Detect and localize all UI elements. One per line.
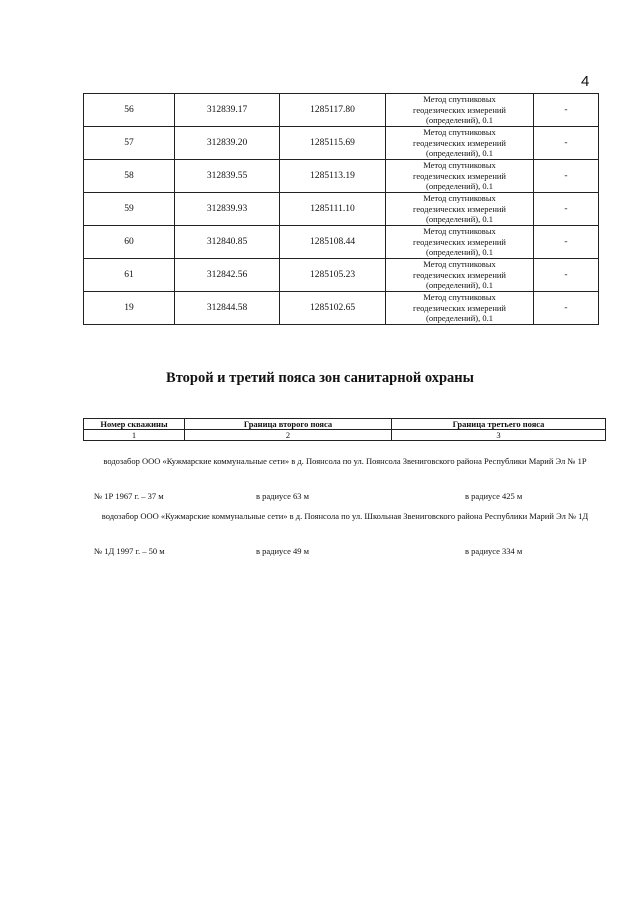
method-line: Метод спутниковых (423, 259, 496, 270)
note-cell: - (534, 94, 599, 127)
second-zone-radius: в радиусе 63 м (256, 491, 310, 501)
column-number-2: 2 (185, 430, 392, 441)
method-cell (386, 94, 534, 127)
method-line: геодезических измерений (413, 137, 506, 148)
point-number-cell: 57 (84, 127, 175, 160)
method-line: геодезических измерений (413, 269, 506, 280)
method-line: Метод спутниковых (423, 226, 496, 237)
coordinates-table (83, 93, 599, 325)
header-third-zone: Граница третьего пояса (392, 419, 606, 430)
x-coordinate-cell: 312839.93 (175, 193, 280, 226)
method-cell (386, 193, 534, 226)
method-cell (386, 292, 534, 325)
point-number-cell: 56 (84, 94, 175, 127)
y-coordinate-cell: 1285108.44 (280, 226, 386, 259)
column-number-1: 1 (84, 430, 185, 441)
method-line: геодезических измерений (413, 236, 506, 247)
method-line: (определений), 0.1 (425, 181, 493, 192)
x-coordinate-cell: 312842.56 (175, 259, 280, 292)
y-coordinate-cell: 1285113.19 (280, 160, 386, 193)
method-line: (определений), 0.1 (425, 148, 493, 159)
zones-table-number-row (84, 430, 606, 441)
well-info: № 1Р 1967 г. – 37 м (94, 491, 164, 501)
y-coordinate-cell: 1285117.80 (280, 94, 386, 127)
well-info: № 1Д 1997 г. – 50 м (94, 546, 165, 556)
y-coordinate-cell: 1285102.65 (280, 292, 386, 325)
note-cell: - (534, 259, 599, 292)
method-line: (определений), 0.1 (425, 247, 493, 258)
x-coordinate-cell: 312840.85 (175, 226, 280, 259)
note-cell: - (534, 193, 599, 226)
intake-description-1: водозабор ООО «Кужмарские коммунальные сети» в д. Поянсола по ул. Поянсола Звениговского района Республики Марий Эл № 1Р (103, 456, 587, 466)
method-cell (386, 160, 534, 193)
method-cell (386, 127, 534, 160)
coordinates-row (84, 94, 599, 127)
coordinates-table-body (84, 94, 599, 325)
method-line: (определений), 0.1 (425, 313, 493, 324)
y-coordinate-cell: 1285105.23 (280, 259, 386, 292)
section-title: Второй и третий пояса зон санитарной охраны (166, 370, 474, 386)
second-zone-radius: в радиусе 49 м (256, 546, 310, 556)
y-coordinate-cell: 1285111.10 (280, 193, 386, 226)
page-number: 4 (581, 73, 590, 90)
note-cell: - (534, 160, 599, 193)
method-line: геодезических измерений (413, 203, 506, 214)
x-coordinate-cell: 312839.20 (175, 127, 280, 160)
intake-description-2: водозабор ООО «Кужмарские коммунальные сети» в д. Поянсола по ул. Школьная Звениговского района Республики Марий Эл № 1Д (101, 511, 589, 521)
method-line: Метод спутниковых (423, 160, 496, 171)
method-line: геодезических измерений (413, 104, 506, 115)
x-coordinate-cell: 312839.55 (175, 160, 280, 193)
coordinates-row (84, 127, 599, 160)
column-number-3: 3 (392, 430, 606, 441)
x-coordinate-cell: 312839.17 (175, 94, 280, 127)
y-coordinate-cell: 1285115.69 (280, 127, 386, 160)
method-line: Метод спутниковых (423, 292, 496, 303)
method-cell (386, 259, 534, 292)
coordinates-row (84, 193, 599, 226)
third-zone-radius: в радиусе 334 м (465, 546, 523, 556)
method-line: Метод спутниковых (423, 127, 496, 138)
point-number-cell: 19 (84, 292, 175, 325)
method-line: (определений), 0.1 (425, 115, 493, 126)
method-line: Метод спутниковых (423, 193, 496, 204)
coordinates-row (84, 292, 599, 325)
x-coordinate-cell: 312844.58 (175, 292, 280, 325)
header-second-zone: Граница второго пояса (185, 419, 392, 430)
method-line: Метод спутниковых (423, 94, 496, 105)
header-well-number: Номер скважины (84, 419, 185, 430)
method-cell (386, 226, 534, 259)
method-line: геодезических измерений (413, 170, 506, 181)
coordinates-row (84, 259, 599, 292)
method-line: (определений), 0.1 (425, 214, 493, 225)
note-cell: - (534, 292, 599, 325)
note-cell: - (534, 226, 599, 259)
point-number-cell: 61 (84, 259, 175, 292)
note-cell: - (534, 127, 599, 160)
zones-table (83, 418, 606, 441)
third-zone-radius: в радиусе 425 м (465, 491, 523, 501)
point-number-cell: 60 (84, 226, 175, 259)
point-number-cell: 58 (84, 160, 175, 193)
method-line: (определений), 0.1 (425, 280, 493, 291)
method-line: геодезических измерений (413, 302, 506, 313)
coordinates-row (84, 226, 599, 259)
zones-table-header-row (84, 419, 606, 430)
coordinates-row (84, 160, 599, 193)
point-number-cell: 59 (84, 193, 175, 226)
